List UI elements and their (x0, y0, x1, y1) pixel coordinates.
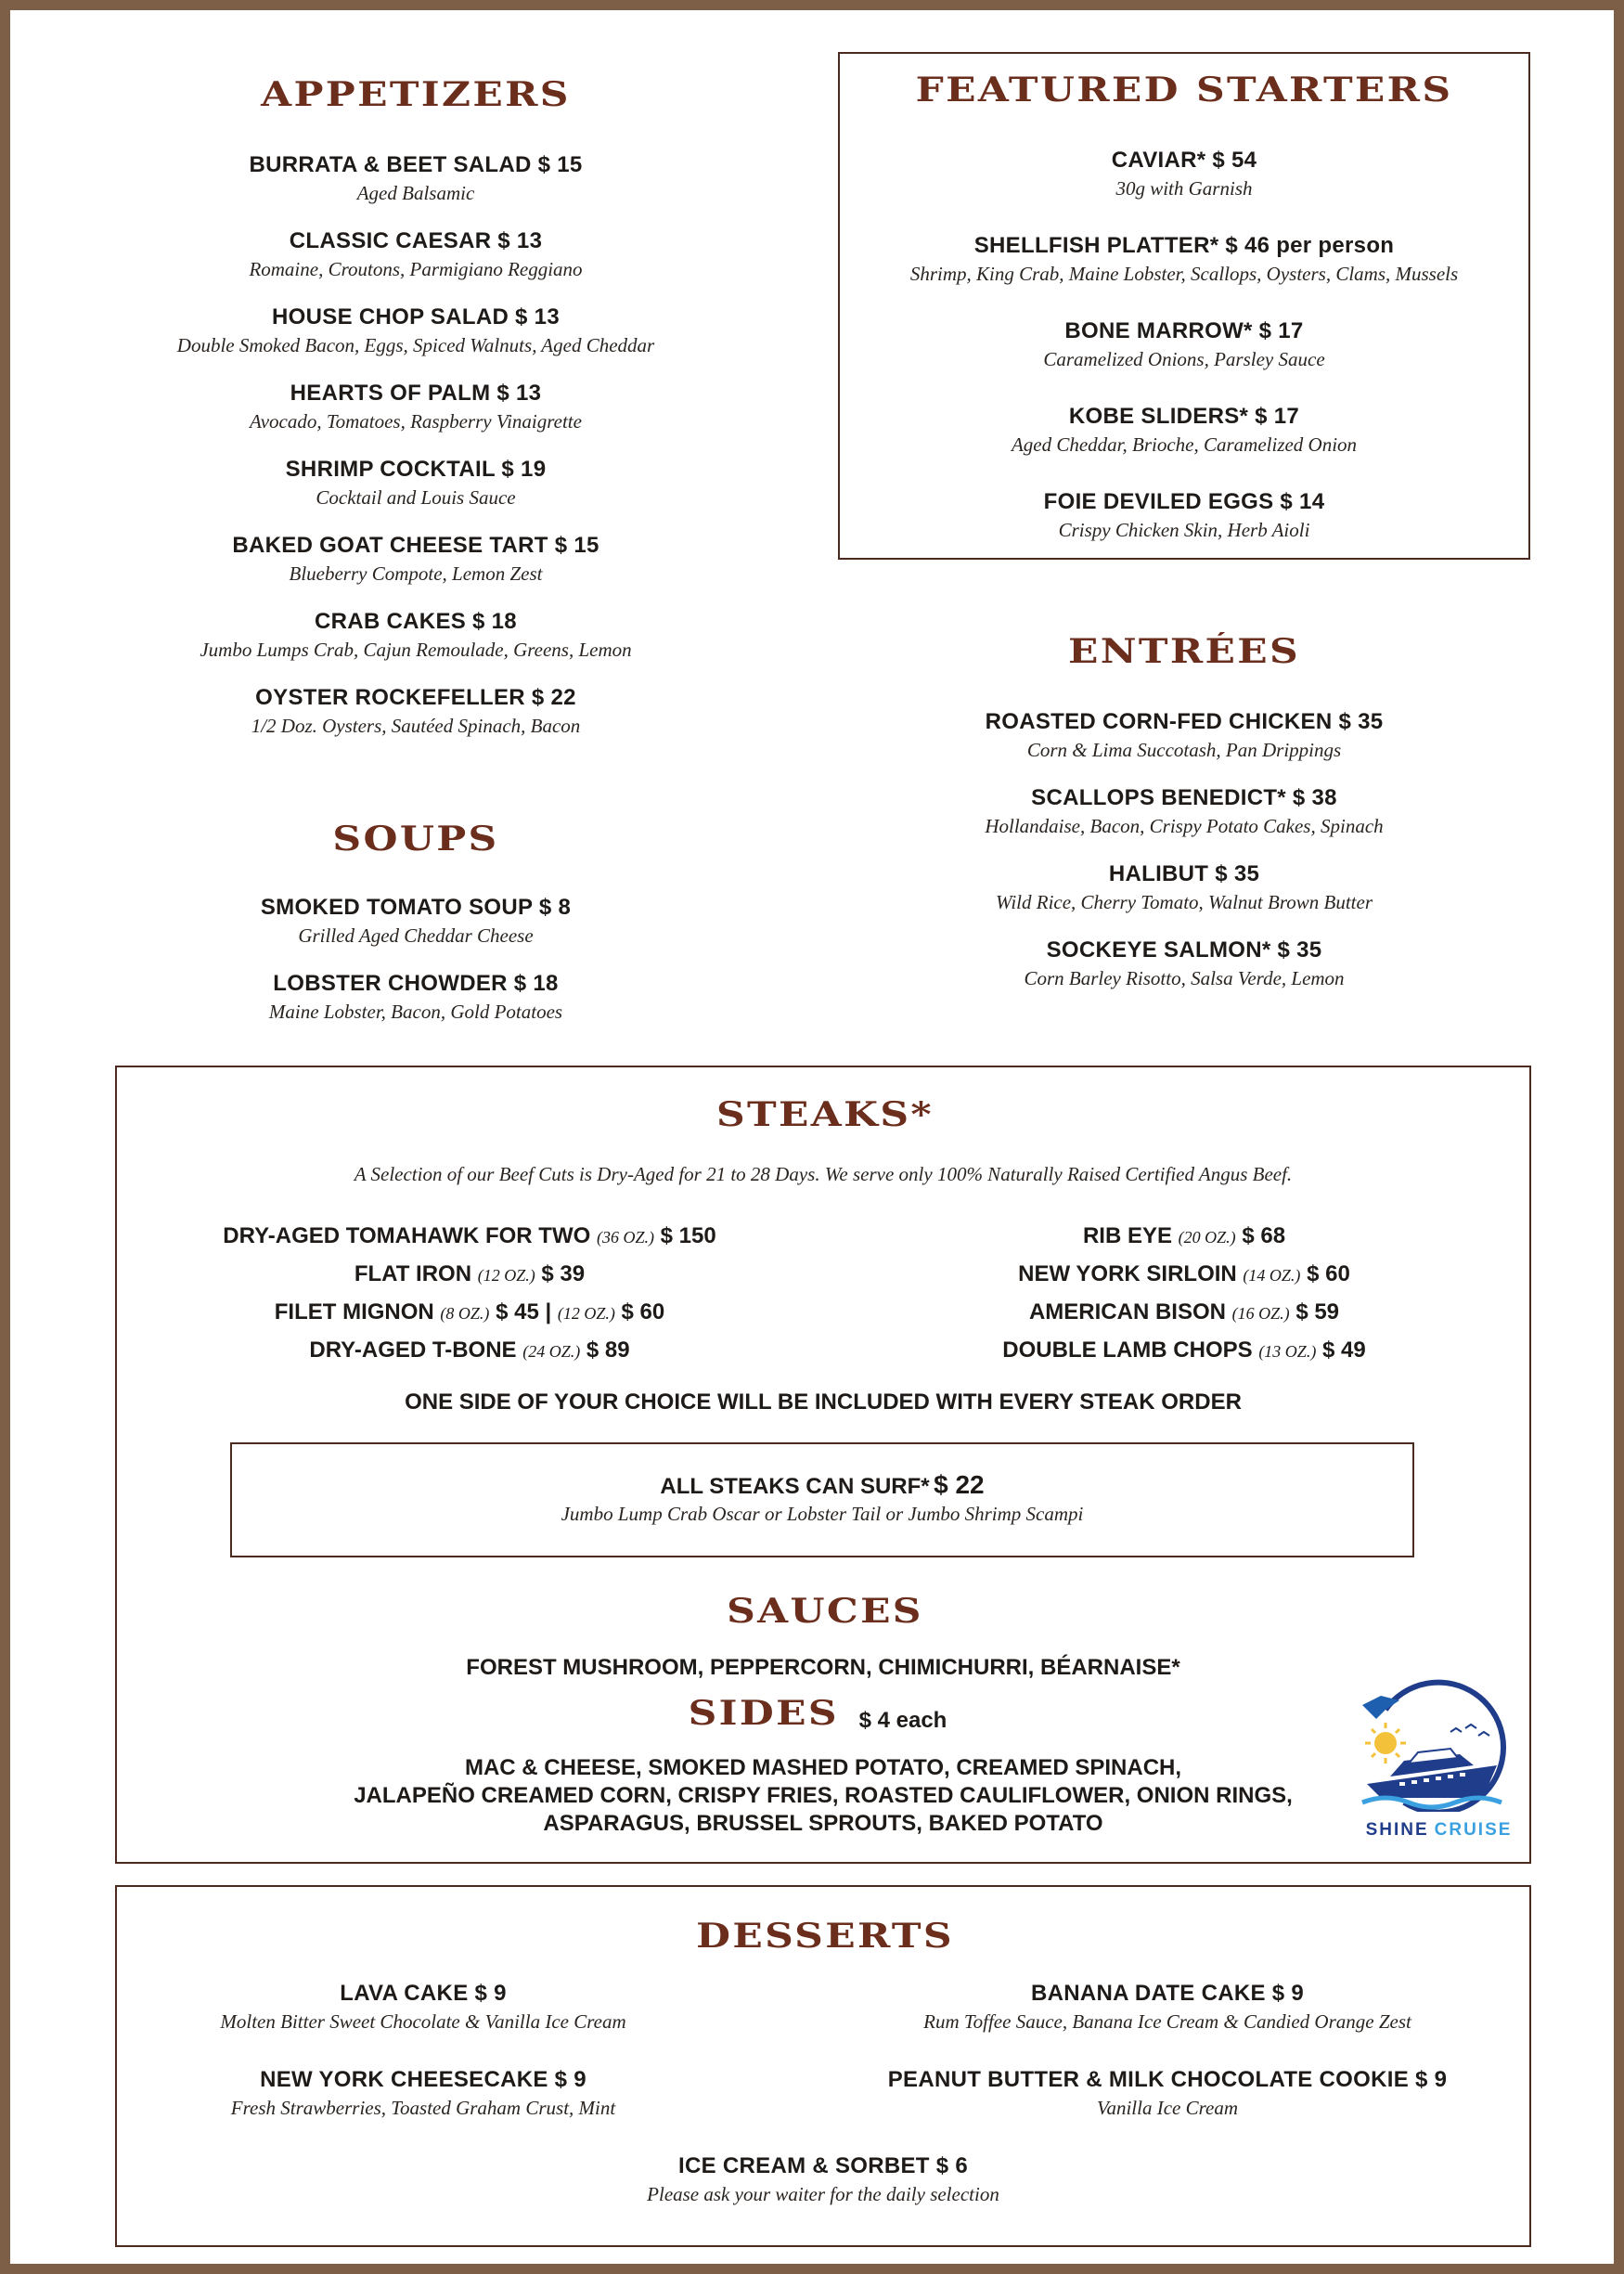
item-name: OYSTER ROCKEFELLER $ 22 (255, 685, 576, 710)
item-desc: Shrimp, King Crab, Maine Lobster, Scallops, Oysters, Clams, Mussels (909, 263, 1459, 285)
item-name: HALIBUT $ 35 (1108, 861, 1260, 886)
desserts-heading: DESSERTS (696, 1917, 954, 1956)
logo-word-shine: SHINE (1365, 1820, 1429, 1840)
steak-weight: (16 OZ.) (1231, 1304, 1290, 1323)
item-desc: Cocktail and Louis Sauce (316, 486, 516, 509)
steak-item (924, 1294, 1444, 1332)
featured-starters-heading: FEATURED STARTERS (915, 71, 1453, 110)
item-name: LOBSTER CHOWDER $ 18 (273, 971, 559, 996)
item-desc: Fresh Strawberries, Toasted Graham Crust, Mint (230, 2097, 616, 2119)
item-desc: Aged Balsamic (356, 182, 475, 204)
item-desc: Avocado, Tomatoes, Raspberry Vinaigrette (250, 410, 582, 433)
steak-weight: (24 OZ.) (522, 1342, 581, 1361)
list-item (1112, 147, 1257, 202)
item-desc: Grilled Aged Cheddar Cheese (298, 924, 534, 947)
steak-price: $ 89 (586, 1337, 630, 1363)
sides-line: ASPARAGUS, BRUSSEL SPROUTS, BAKED POTATO (543, 1811, 1103, 1836)
item-name: SHELLFISH PLATTER* $ 46 per person (973, 233, 1395, 258)
menu-page (10, 10, 1614, 2264)
item-desc: Double Smoked Bacon, Eggs, Spiced Walnuts, Aged Cheddar (176, 334, 655, 356)
logo-wordmark (1348, 1820, 1529, 1841)
item-desc: Rum Toffee Sauce, Banana Ice Cream & Candied Orange Zest (923, 2010, 1411, 2033)
steak-weight: (14 OZ.) (1243, 1266, 1301, 1285)
desserts-box (115, 1885, 1531, 2247)
steak-name: FLAT IRON (354, 1261, 472, 1286)
item-name: ICE CREAM & SORBET $ 6 (678, 2153, 968, 2178)
surf-price: $ 22 (934, 1470, 985, 1499)
list-item (249, 227, 582, 283)
list-item (251, 684, 581, 740)
surf-desc: Jumbo Lump Crab Oscar or Lobster Tail or Jumbo Shrimp Scampi (561, 1503, 1084, 1525)
list-item (177, 304, 654, 359)
steak-weight: (13 OZ.) (1258, 1342, 1317, 1361)
steak-weight: (12 OZ.) (557, 1304, 615, 1323)
steak-item (163, 1218, 776, 1256)
appetizers-heading: APPETIZERS (261, 75, 571, 114)
surf-line (232, 1470, 1412, 1500)
shine-cruise-logo (1348, 1673, 1529, 1858)
item-name: HEARTS OF PALM $ 13 (290, 381, 542, 406)
item-name: BONE MARROW* $ 17 (1064, 318, 1304, 343)
item-desc: Corn Barley Risotto, Salsa Verde, Lemon (1024, 967, 1345, 989)
surf-name: ALL STEAKS CAN SURF* (660, 1474, 930, 1499)
steak-price: $ 39 (541, 1261, 586, 1286)
list-item (985, 784, 1383, 840)
steaks-heading: STEAKS* (716, 1095, 934, 1134)
desserts-bottom (117, 2152, 1529, 2208)
steaks-box (115, 1066, 1531, 1864)
item-desc: Romaine, Croutons, Parmigiano Reggiano (249, 258, 583, 280)
steaks-right-column (924, 1218, 1444, 1370)
steak-price: $ 60 (1307, 1261, 1350, 1286)
list-item (220, 1980, 625, 2035)
steak-price: $ 150 (660, 1223, 716, 1248)
desserts-right-column (843, 1980, 1492, 2142)
steak-side-note: ONE SIDE OF YOUR CHOICE WILL BE INCLUDED WITH EVERY STEAK ORDER (405, 1389, 1242, 1415)
item-desc: Maine Lobster, Bacon, Gold Potatoes (268, 1001, 563, 1023)
item-name: SCALLOPS BENEDICT* $ 38 (1031, 785, 1337, 810)
steak-name: DRY-AGED T-BONE (309, 1337, 517, 1363)
item-name: CAVIAR* $ 54 (1111, 148, 1257, 173)
item-desc: Jumbo Lumps Crab, Cajun Remoulade, Greens, Lemon (200, 639, 632, 661)
sides-price: $ 4 each (858, 1707, 947, 1733)
steak-name: DRY-AGED TOMAHAWK FOR TWO (223, 1223, 591, 1248)
steak-name: AMERICAN BISON (1028, 1299, 1226, 1324)
steak-name: RIB EYE (1082, 1223, 1172, 1248)
item-desc: Hollandaise, Bacon, Crispy Potato Cakes, Spinach (985, 815, 1384, 837)
item-name: BURRATA & BEET SALAD $ 15 (249, 152, 583, 177)
featured-starters-list (840, 147, 1528, 544)
featured-starters-box (838, 52, 1530, 560)
item-name: HOUSE CHOP SALAD $ 13 (272, 304, 560, 329)
item-name: SOCKEYE SALMON* $ 35 (1046, 937, 1322, 963)
list-item (1024, 937, 1344, 992)
list-item (1012, 403, 1357, 459)
item-desc: Molten Bitter Sweet Chocolate & Vanilla Ice Cream (220, 2010, 626, 2033)
steak-item (163, 1332, 776, 1370)
steak-name: NEW YORK SIRLOIN (1018, 1261, 1237, 1286)
item-desc: Wild Rice, Cherry Tomato, Walnut Brown Butter (995, 891, 1373, 913)
steak-price: $ 59 (1295, 1299, 1340, 1324)
item-name: KOBE SLIDERS* $ 17 (1068, 404, 1300, 429)
soups-heading: SOUPS (332, 820, 499, 859)
item-desc: Caramelized Onions, Parsley Sauce (1043, 348, 1325, 370)
list-item (286, 456, 547, 511)
appetizers-list (91, 151, 741, 760)
list-item (232, 532, 599, 588)
item-desc: Vanilla Ice Cream (1096, 2097, 1238, 2119)
list-item (200, 608, 631, 664)
steak-name: DOUBLE LAMB CHOPS (1002, 1337, 1253, 1363)
item-desc: Crispy Chicken Skin, Herb Aioli (1058, 519, 1310, 541)
steak-price: $ 68 (1242, 1223, 1286, 1248)
item-name: ROASTED CORN-FED CHICKEN $ 35 (985, 709, 1384, 734)
entrees-list (859, 708, 1509, 1013)
list-item (910, 232, 1458, 288)
item-desc: 30g with Garnish (1115, 177, 1253, 200)
list-item (250, 380, 582, 435)
steak-item (163, 1294, 776, 1332)
steaks-intro: A Selection of our Beef Cuts is Dry-Aged for 21 to 28 Days. We serve only 100% Naturally Raised Certified Angus Beef. (354, 1163, 1293, 1185)
list-item (231, 2066, 615, 2122)
list-item (1044, 488, 1325, 544)
surf-box (230, 1442, 1414, 1557)
cruise-ship-logo-icon (1348, 1673, 1515, 1812)
item-name: SMOKED TOMATO SOUP $ 8 (260, 895, 572, 920)
item-name: NEW YORK CHEESECAKE $ 9 (260, 2067, 586, 2092)
list-item (249, 151, 582, 207)
steak-name: FILET MIGNON (274, 1299, 434, 1324)
steak-price: $ 49 (1321, 1337, 1366, 1363)
steak-price: $ 45 | (496, 1299, 552, 1324)
item-name: CRAB CAKES $ 18 (315, 609, 517, 634)
steak-item (924, 1256, 1444, 1294)
steak-item (163, 1256, 776, 1294)
steak-weight: (8 OZ.) (440, 1304, 490, 1323)
item-desc: Corn & Lima Succotash, Pan Drippings (1026, 739, 1342, 761)
item-name: BAKED GOAT CHEESE TART $ 15 (232, 533, 599, 558)
sides-list (117, 1754, 1529, 1838)
steak-weight: (12 OZ.) (477, 1266, 535, 1285)
list-item (996, 860, 1373, 916)
sauces-list: FOREST MUSHROOM, PEPPERCORN, CHIMICHURRI, BÉARNAISE* (466, 1655, 1180, 1680)
desserts-left-column (154, 1980, 692, 2142)
sides-heading: SIDES (688, 1694, 839, 1733)
steak-weight: (20 OZ.) (1178, 1228, 1236, 1247)
sides-line: MAC & CHEESE, SMOKED MASHED POTATO, CREAMED SPINACH, (464, 1755, 1182, 1780)
item-name: PEANUT BUTTER & MILK CHOCOLATE COOKIE $ 9 (887, 2067, 1448, 2092)
item-name: LAVA CAKE $ 9 (340, 1981, 507, 2006)
item-desc: 1/2 Doz. Oysters, Sautéed Spinach, Bacon (251, 715, 581, 737)
steak-item (924, 1332, 1444, 1370)
item-desc: Blueberry Compote, Lemon Zest (289, 562, 543, 585)
sauces-heading: SAUCES (727, 1592, 923, 1631)
item-name: CLASSIC CAESAR $ 13 (289, 228, 543, 253)
steaks-left-column (163, 1218, 776, 1370)
sides-line: JALAPEÑO CREAMED CORN, CRISPY FRIES, ROASTED CAULIFLOWER, ONION RINGS, (354, 1783, 1293, 1808)
entrees-heading: ENTRÉES (1067, 632, 1301, 671)
logo-word-cruise: CRUISE (1434, 1820, 1513, 1840)
item-name: SHRIMP COCKTAIL $ 19 (285, 457, 547, 482)
item-desc: Please ask your waiter for the daily selection (647, 2183, 999, 2205)
soups-list (91, 894, 741, 1046)
item-desc: Aged Cheddar, Brioche, Caramelized Onion (1011, 433, 1358, 456)
item-name: BANANA DATE CAKE $ 9 (1030, 1981, 1305, 2006)
sides-header (117, 1694, 1529, 1734)
list-item (888, 2066, 1448, 2122)
list-item (269, 970, 562, 1026)
steak-item (924, 1218, 1444, 1256)
item-name: FOIE DEVILED EGGS $ 14 (1043, 489, 1325, 514)
steak-weight: (36 OZ.) (596, 1228, 654, 1247)
list-item (261, 894, 571, 950)
list-item (923, 1980, 1411, 2035)
steak-price: $ 60 (621, 1299, 665, 1324)
list-item (1043, 317, 1324, 373)
list-item (986, 708, 1384, 764)
